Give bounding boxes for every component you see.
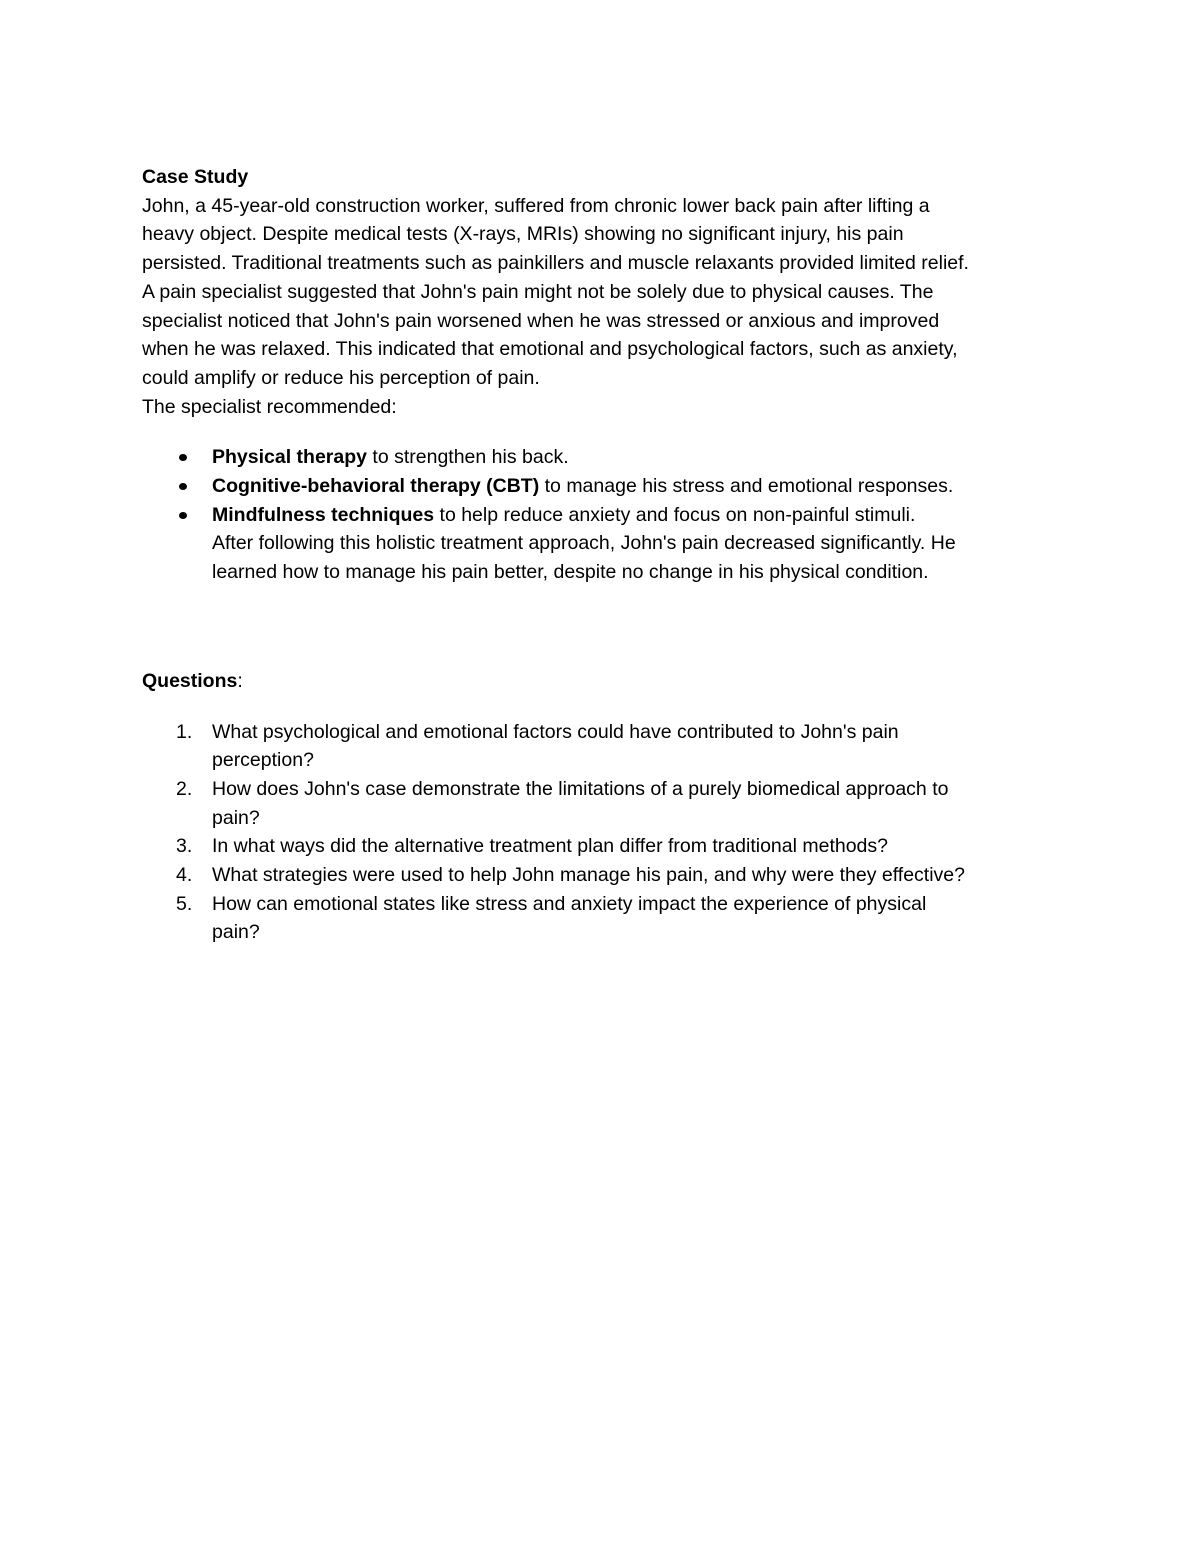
question-item (142, 861, 1072, 890)
bullet-icon (179, 512, 187, 519)
recommendation-name: Physical therapy (212, 446, 367, 469)
question-line: What psychological and emotional factors could have contributed to John's pain (212, 720, 899, 743)
question-line: What strategies were used to help John manage his pain, and why were they effective? (212, 864, 965, 887)
recommendation-list (142, 443, 1072, 587)
questions-heading-colon: : (237, 669, 243, 692)
question-item (142, 775, 1072, 832)
paragraph-line: heavy object. Despite medical tests (X-rays, MRIs) showing no significant injury, his pain (142, 223, 904, 246)
list-item (142, 443, 1072, 472)
bullet-icon (179, 454, 187, 461)
question-number: 1. (176, 720, 193, 743)
questions-heading-text: Questions (142, 669, 238, 692)
paragraph-line: John, a 45-year-old construction worker, suffered from chronic lower back pain after lifting a (142, 194, 930, 217)
question-number: 3. (176, 835, 193, 858)
question-item (142, 832, 1072, 861)
question-line: pain? (212, 921, 260, 944)
bullet-icon (179, 483, 187, 490)
paragraph-line: The specialist recommended: (142, 395, 397, 418)
question-number: 2. (176, 777, 193, 800)
paragraph-line: persisted. Traditional treatments such as painkillers and muscle relaxants provided limited relief. (142, 252, 969, 275)
document-page (142, 163, 1072, 947)
questions-heading (142, 667, 1072, 696)
question-line: How does John's case demonstrate the limitations of a purely biomedical approach to (212, 777, 949, 800)
recommendation-text: to manage his stress and emotional responses. (539, 475, 954, 498)
question-line: How can emotional states like stress and anxiety impact the experience of physical (212, 892, 927, 915)
question-number: 4. (176, 864, 193, 887)
question-line: In what ways did the alternative treatment plan differ from traditional methods? (212, 835, 888, 858)
question-item (142, 718, 1072, 775)
recommendation-name: Mindfulness techniques (212, 503, 435, 526)
question-item (142, 890, 1072, 947)
conclusion-line: After following this holistic treatment approach, John's pain decreased significantly. He (212, 532, 956, 555)
conclusion-line: learned how to manage his pain better, despite no change in his physical condition. (212, 561, 929, 584)
case-study-paragraph (142, 192, 1072, 422)
case-study-title: Case Study (142, 166, 249, 188)
recommendation-name: Cognitive-behavioral therapy (CBT) (212, 475, 540, 498)
recommendation-text: to help reduce anxiety and focus on non-painful stimuli. (434, 503, 916, 526)
question-line: pain? (212, 806, 260, 829)
list-item (142, 472, 1072, 501)
paragraph-line: specialist noticed that John's pain worsened when he was stressed or anxious and improved (142, 309, 940, 332)
question-line: perception? (212, 749, 314, 772)
recommendation-text: to strengthen his back. (367, 446, 569, 469)
paragraph-line: could amplify or reduce his perception of pain. (142, 366, 540, 389)
question-number: 5. (176, 892, 193, 915)
paragraph-line: A pain specialist suggested that John's pain might not be solely due to physical causes. The (142, 280, 934, 303)
paragraph-line: when he was relaxed. This indicated that emotional and psychological factors, such as anxiety, (142, 338, 958, 361)
list-item (142, 501, 1072, 587)
questions-list (142, 718, 1072, 948)
